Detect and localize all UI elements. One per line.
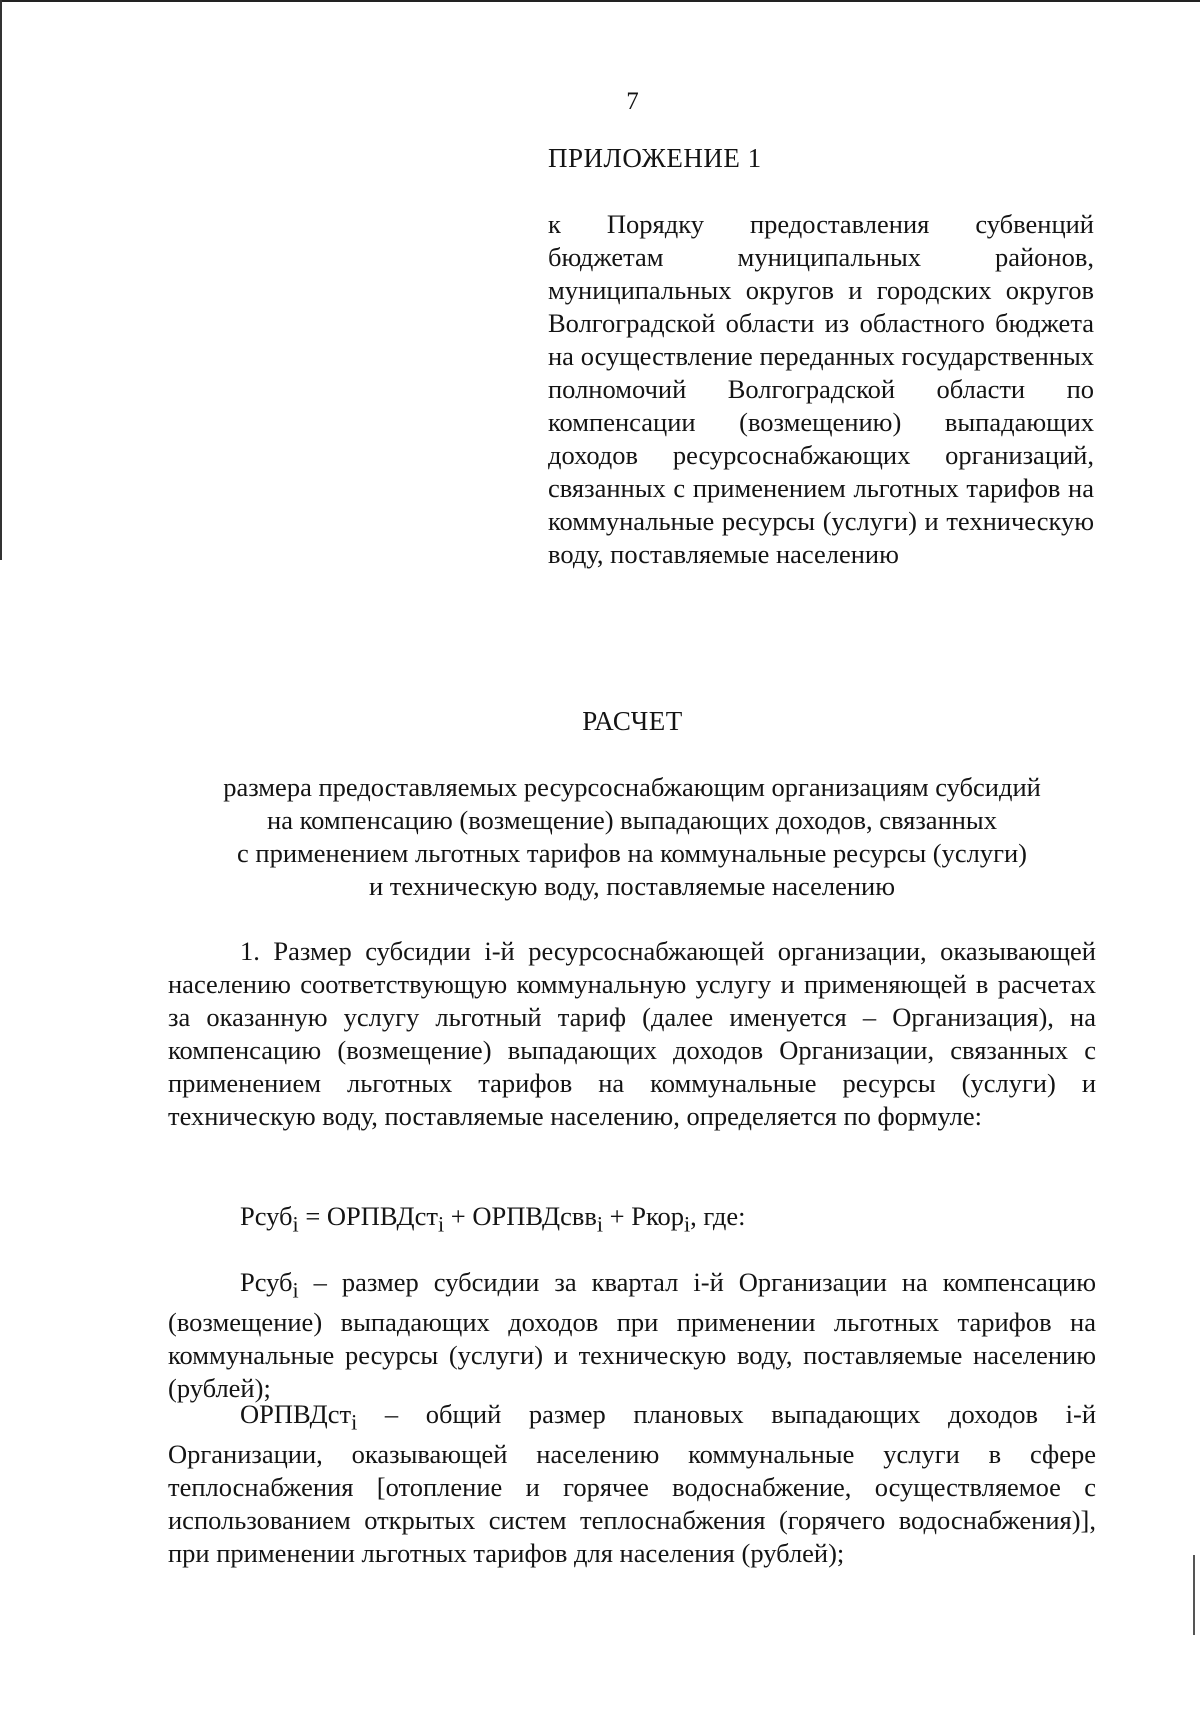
definition-text: – общий размер плановых выпадающих доходов i-й Организации, оказывающей населению коммунальные услуги в сфере теплоснабжения [отопление и горячее водоснабжение, осуществляемое с использованием открытых систем теплоснабжения (горячего водоснабжения)], при применении льготных тарифов для населения (рублей); [168,1399,1096,1569]
definition-text: – размер субсидии за квартал i-й Организации на компенсацию (возмещение) выпадающих доходов при применении льготных тарифов на коммунальные ресурсы (услуги) и техническую воду, поставляемые населению (рублей); [168,1267,1096,1404]
scan-edge-right [1193,1555,1195,1635]
appendix-subtitle: к Порядку предоставления субвенций бюджетам муниципальных районов, муниципальных округов и городских округов Волгоградской области из областного бюджета на осуществление переданных государственных полномочий Волгоградской области по компенсации (возмещению) выпадающих доходов ресурсоснабжающих организаций, связанных с применением льготных тарифов на коммунальные ресурсы (услуги) и техническую воду, поставляемые населению [548,209,1094,569]
formula-subscript: i [596,1211,604,1237]
document-subtitle-line: размера предоставляемых ресурсоснабжающим организациям субсидий [223,772,1041,802]
document-subtitle-line: с применением льготных тарифов на коммунальные ресурсы (услуги) [237,838,1027,868]
formula-subscript: i [683,1211,691,1237]
page-number: 7 [626,88,639,115]
document-title: РАСЧЕТ [582,706,683,736]
definition-subscript: i [292,1277,299,1303]
document-subtitle-line: и техническую воду, поставляемые населению [368,871,895,901]
definition-subscript: i [351,1409,358,1435]
document-subtitle-line: на компенсацию (возмещение) выпадающих доходов, связанных [267,805,997,835]
formula-term: + Ркор [603,1201,684,1231]
scan-edge-left [0,0,2,560]
definition-rsub [168,1266,1096,1405]
paragraph-1: 1. Размер субсидии i-й ресурсоснабжающей организации, оказывающей населению соответствующую коммунальную услугу и применяющей в расчетах за оказанную услугу льготный тариф (далее именуется – Организация), на компенсацию (возмещение) выпадающих доходов Организации, связанных с применением льготных тарифов на коммунальные ресурсы (услуги) и техническую воду, поставляемые населению, определяется по формуле: [168,936,1096,1131]
formula-term: + ОРПВДсвв [444,1201,597,1231]
scan-edge-top [0,0,1200,2]
formula-term: Рсуб [240,1201,293,1231]
document-subtitle [168,771,1096,903]
formula-subscript: i [292,1211,299,1237]
definition-term: ОРПВДст [240,1399,352,1429]
subsidy-formula [240,1201,746,1237]
definition-term: Рсуб [240,1267,293,1297]
appendix-title: ПРИЛОЖЕНИЕ 1 [548,143,762,173]
formula-term: = ОРПВДст [298,1201,438,1231]
definition-orpvdst [168,1398,1096,1570]
formula-tail: , где: [690,1201,746,1231]
formula-subscript: i [437,1211,445,1237]
